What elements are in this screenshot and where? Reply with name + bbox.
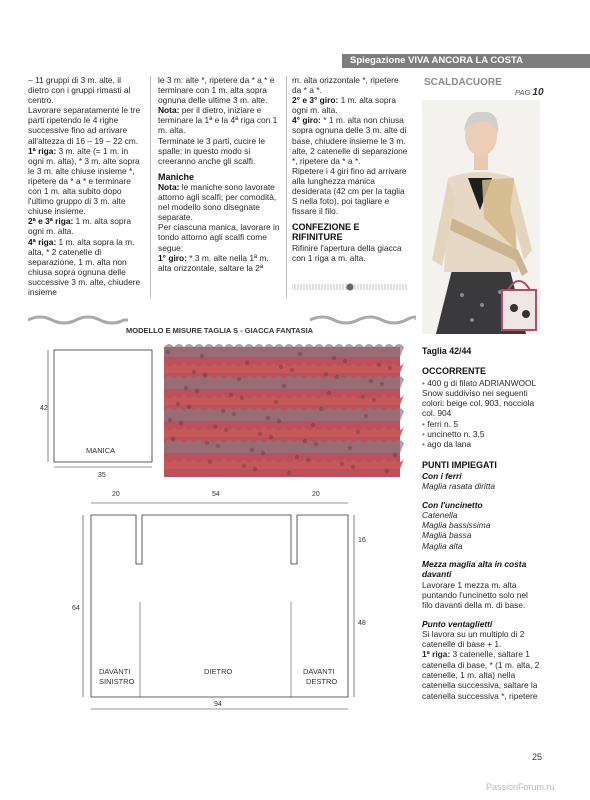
stitch-hole [372, 398, 376, 402]
stitch-hole [192, 370, 196, 374]
stitch-hole [385, 469, 389, 473]
instruction-paragraph [28, 237, 144, 298]
ferri-list [422, 481, 540, 491]
material-item: • 400 g di filato ADRIANWOOL Snow suddiviso nei seguenti colori: beige col. 903, nocciola col. 904 [422, 378, 540, 419]
right-front-label-2: DESTRO [306, 677, 338, 686]
stitch-hole [364, 414, 368, 418]
stitch-hole [200, 354, 204, 358]
punti-title: PUNTI IMPIEGATI [422, 459, 497, 470]
step-label: 4° giro: [292, 115, 321, 126]
stitch-hole [250, 448, 254, 452]
ventaglietti-title: Punto ventaglietti [422, 618, 493, 629]
step-label: 4ª riga: [28, 236, 57, 247]
stitch-hole [380, 382, 384, 386]
stitch-hole [187, 405, 191, 409]
step-label: 2ª e 3ª riga: [28, 216, 74, 227]
material-item: • uncinetto n. 3,5 [422, 429, 540, 439]
page-number: 25 [532, 752, 543, 762]
stitch-hole [388, 366, 392, 370]
materials-list [422, 378, 540, 450]
stitch-hole [348, 446, 352, 450]
stitch-hole [340, 462, 344, 466]
stitch-hole [324, 372, 328, 376]
back-label: DIETRO [204, 667, 233, 676]
step-label: 1° giro: [158, 252, 187, 263]
instructions-column-1 [28, 75, 144, 297]
stitch-hole [229, 393, 233, 397]
step-text: – 11 gruppi di 3 m. alte, il dietro con i gruppi rimasti al centro. [28, 75, 131, 106]
mezza-title: Mezza maglia alta in costa davanti [422, 559, 527, 580]
watermark: PassionForum.ru [486, 782, 555, 792]
project-title: SCALDACUORE [424, 77, 502, 88]
wave-decoration [310, 317, 416, 323]
stitch-hole [343, 359, 347, 363]
stitch-hole [216, 444, 220, 448]
step-text: Per ciascuna manica, lavorare in tondo attorno agli scalfi come segue: [158, 222, 280, 253]
stitch-hole [279, 365, 283, 369]
material-item: • ago da lana [422, 439, 540, 449]
stitch-hole [208, 460, 212, 464]
step-text: per il dietro, iniziare e terminare la 1ª e la 4ª riga con 1 m. alta. [158, 105, 278, 136]
stitch-hole [314, 442, 318, 446]
instruction-paragraph [28, 146, 144, 217]
stitch-hole [290, 368, 294, 372]
stitch-item: Maglia alta [422, 540, 463, 551]
instruction-paragraph [158, 105, 280, 135]
page-ref-prefix: PAG [515, 88, 531, 97]
ventaglietti-row1 [422, 649, 540, 700]
sleeve-width: 35 [98, 472, 106, 479]
instruction-paragraph [292, 166, 410, 216]
stitch-item: Maglia bassissima [422, 520, 491, 531]
stitch-hole [298, 352, 302, 356]
stitch-hole [327, 391, 331, 395]
stitch-hole [237, 377, 241, 381]
mezza-text: Lavorare 1 mezza m. alta puntando l'uncinetto solo nel filo davanti della m. di base. [422, 579, 528, 611]
instruction-paragraph [292, 95, 410, 115]
diagram-title: MODELLO E MISURE TAGLIA S - GIACCA FANTASIA [126, 326, 314, 335]
step-label: Nota: [158, 181, 180, 192]
instructions-column-2 [158, 75, 280, 273]
step-text: 3 m. alte (= 1 m. in ogni m. alta), * 3 m. alte sopra le 3 m. alte chiuse insieme *, ripetere da * a * e terminare con 1 m. alta subito dopo l'ultimo gruppo di 3 m. alte chiuse insieme. [28, 145, 140, 217]
stitch-hole [277, 419, 281, 423]
stitch-hole [332, 356, 336, 360]
stitch-hole [351, 465, 355, 469]
stitch-hole [295, 455, 299, 459]
uncinetto-list [422, 510, 540, 551]
stitch-hole [393, 453, 397, 457]
stitch-hole [221, 409, 225, 413]
stitch-hole [377, 363, 381, 367]
stitch-hole [203, 373, 207, 377]
stitch-hole [184, 386, 188, 390]
subsection-heading: CONFEZIONE E RIFINITURE [292, 222, 360, 243]
stitch-hole [176, 402, 180, 406]
stitch-hole [242, 464, 246, 468]
stitch-hole [195, 389, 199, 393]
column-divider [286, 76, 287, 298]
stitch-hole [179, 421, 183, 425]
stitch-hole [319, 407, 323, 411]
sleeve-height: 42 [40, 405, 48, 412]
dim-left: 64 [72, 605, 80, 612]
ventaglietti-text: Si lavora su un multiplo di 2 catenelle di base + 1. [422, 628, 525, 650]
stitch-hole [306, 458, 310, 462]
instruction-paragraph [158, 222, 280, 252]
step-text: 1 m. alta sopra ogni m. alta. [28, 216, 132, 237]
instructions-column-3 [292, 75, 410, 263]
dim-top-mid: 54 [212, 491, 220, 498]
stitch-hole [253, 467, 257, 471]
instruction-paragraph [158, 182, 280, 222]
instruction-paragraph [28, 75, 144, 105]
stitch-hole [282, 384, 286, 388]
stitch-hole [213, 425, 217, 429]
ferri-title: Con i ferri [422, 470, 462, 481]
page-reference [515, 87, 544, 98]
step-text: Lavorare separatamente le tre parti ripetendo le 4 righe successive fino ad arrivare all'altezza di 16 – 19 – 22 cm. [28, 105, 141, 146]
stitch-swatch [164, 344, 404, 477]
stitch-item: Catenella [422, 509, 458, 520]
stitch-hole [269, 435, 273, 439]
dim-right: 48 [358, 620, 366, 627]
stitch-hole [258, 432, 262, 436]
instruction-paragraph [158, 136, 280, 166]
instruction-paragraph [28, 216, 144, 236]
uncinetto-title: Con l'uncinetto [422, 499, 483, 510]
decorative-ruler [292, 282, 408, 292]
instruction-paragraph [158, 253, 280, 273]
dim-top-right: 20 [312, 491, 320, 498]
step-label: 2° e 3° giro: [292, 95, 339, 106]
section-banner: Spiegazione VIVA ANCORA LA COSTA [342, 54, 590, 68]
step-text: Rifinire l'apertura della giacca con 1 riga a m. alta. [292, 242, 402, 263]
stitch-hole [303, 439, 307, 443]
stitch-hole [287, 471, 291, 475]
page-ref-number: 10 [532, 87, 544, 98]
step-label: Nota: [158, 105, 180, 116]
stitch-hole [261, 451, 265, 455]
occorrente-title: OCCORRENTE [422, 366, 487, 377]
sleeve-label: MANICA [86, 446, 116, 455]
stitch-hole [245, 361, 249, 365]
step-text: * 1 m. alta non chiusa sopra ognuna delle 3 m. alte di base, chiudere insieme le 3 m. alte, 2 catenelle di separazione *, ripetere da * a *. [292, 115, 408, 166]
stitch-item: Maglia rasata diritta [422, 481, 496, 492]
material-item: • ferri n. 5 [422, 419, 540, 429]
stitch-hole [240, 396, 244, 400]
stitch-hole [361, 395, 365, 399]
materials-sidebar [422, 346, 540, 701]
instruction-paragraph [292, 243, 410, 263]
step-text: le maniche sono lavorate attorno agli scalfi; per comodità, nel modello sono disegnate separate. [158, 181, 277, 223]
stitch-hole [168, 418, 172, 422]
instruction-paragraph [28, 105, 144, 145]
dim-right-top: 16 [358, 537, 366, 544]
column-divider [150, 76, 151, 298]
left-front-label-2: SINISTRO [99, 677, 135, 686]
model-photo [422, 100, 540, 334]
pattern-diagram [28, 312, 416, 720]
step-text: m. alta orizzontale *, ripetere da * a *. [292, 75, 399, 96]
step-text: * 3 m. alte nella 1ª m. alta orizzontale, saltare la 2ª [158, 252, 269, 273]
dim-top-left: 20 [112, 491, 120, 498]
step-text: 1 m. alta sopra ogni m. alta. [292, 95, 396, 116]
stitch-item: Maglia bassa [422, 530, 472, 541]
stitch-hole [205, 441, 209, 445]
row1-label: 1ª riga: [422, 649, 451, 660]
wave-decoration [28, 317, 128, 323]
instruction-paragraph [158, 75, 280, 105]
subsection-heading: Maniche [158, 171, 195, 182]
stitch-hole [224, 428, 228, 432]
step-text: Ripetere i 4 giri fino ad arrivare alla lunghezza manica desiderata (42 cm per la taglia S nella foto), poi tagliare e fissare il filo. [292, 165, 407, 217]
row1-text: 3 catenelle, saltare 1 catenella di base, * (1 m. alta, 2 catenelle, 1 m. alta) nella catenella successiva, saltare la catenella successiva *, ripetere [422, 649, 540, 701]
size-label: Taglia 42/44 [422, 346, 472, 356]
stitch-hole [356, 430, 360, 434]
stitch-hole [335, 375, 339, 379]
step-text: 1 m. alta sopra la m. alta, * 2 catenelle di separazione, 1 m. alta non chiusa sopra ognuna delle successive 3 m. alte, chiudere insieme [28, 236, 141, 297]
stitch-hole [369, 379, 373, 383]
stitch-hole [166, 350, 170, 354]
step-text: Terminate le 3 parti, cucire le spalle: in questo modo si creeranno anche gli scalfi. [158, 135, 266, 166]
step-text: le 3 m. alte *, ripetere da * a * e terminare con 1 m. alta sopra ognuna delle ultime 3 m. alte. [158, 75, 275, 106]
stitch-hole [266, 416, 270, 420]
step-label: 1ª riga: [28, 145, 57, 156]
stitch-hole [311, 423, 315, 427]
stitch-hole [232, 412, 236, 416]
instruction-paragraph [292, 115, 410, 165]
instruction-paragraph [292, 75, 410, 95]
dim-bottom: 94 [214, 701, 222, 708]
left-front-label: DAVANTI [99, 667, 131, 676]
yarn-stripe [164, 344, 404, 357]
right-front-label: DAVANTI [303, 667, 335, 676]
stitch-hole [274, 400, 278, 404]
stitch-hole [171, 437, 175, 441]
